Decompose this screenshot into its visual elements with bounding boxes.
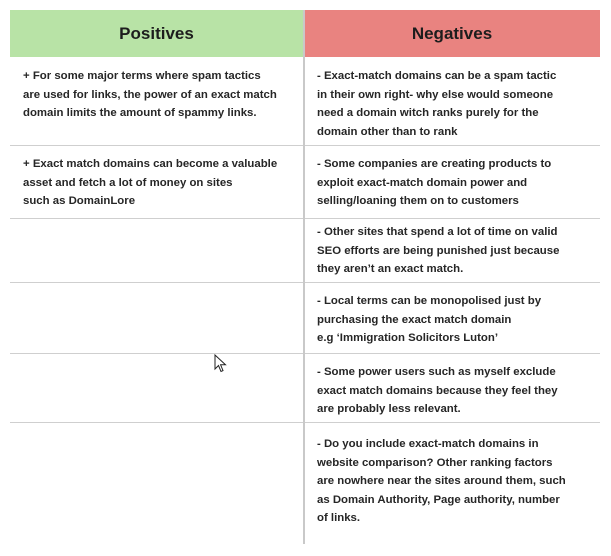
negative-item: - Other sites that spend a lot of time on valid SEO efforts are being punished just because they aren’t an exact match. [317,226,560,276]
positives-header: Positives [10,10,303,57]
row-divider [10,145,303,146]
row-divider [10,282,303,283]
row-divider [10,353,303,354]
negative-item: - Some companies are creating products to exploit exact-match domain power and selling/loaning them on to customers [317,158,552,208]
negative-item: - Exact-match domains can be a spam tactic in their own right- why else would someone need a domain witch ranks purely for the domain other than to rank [317,70,557,138]
negatives-header: Negatives [304,10,600,57]
positive-item: + Exact match domains can become a valuable asset and fetch a lot of money on sites such as DomainLore [23,158,278,208]
row-divider [305,353,600,354]
negative-item: - Do you include exact-match domains in website comparison? Other ranking factors are nowhere near the sites around them, such as Domain Authority, Page authority, number of links. [317,438,566,525]
negative-item: - Local terms can be monopolised just by purchasing the exact match domain e.g ‘Immigration Solicitors Luton’ [317,295,542,345]
row-divider [305,422,600,423]
column-divider [303,10,305,544]
row-divider [305,218,600,219]
row-divider [305,145,600,146]
positive-item: + For some major terms where spam tactics are used for links, the power of an exact match domain limits the amount of spammy links. [23,70,277,120]
row-divider [305,282,600,283]
mouse-pointer-icon [214,354,228,374]
pros-cons-table [10,10,600,544]
row-divider [10,422,303,423]
row-divider [10,218,303,219]
negative-item: - Some power users such as myself exclude exact match domains because they feel they are probably less relevant. [317,366,558,416]
